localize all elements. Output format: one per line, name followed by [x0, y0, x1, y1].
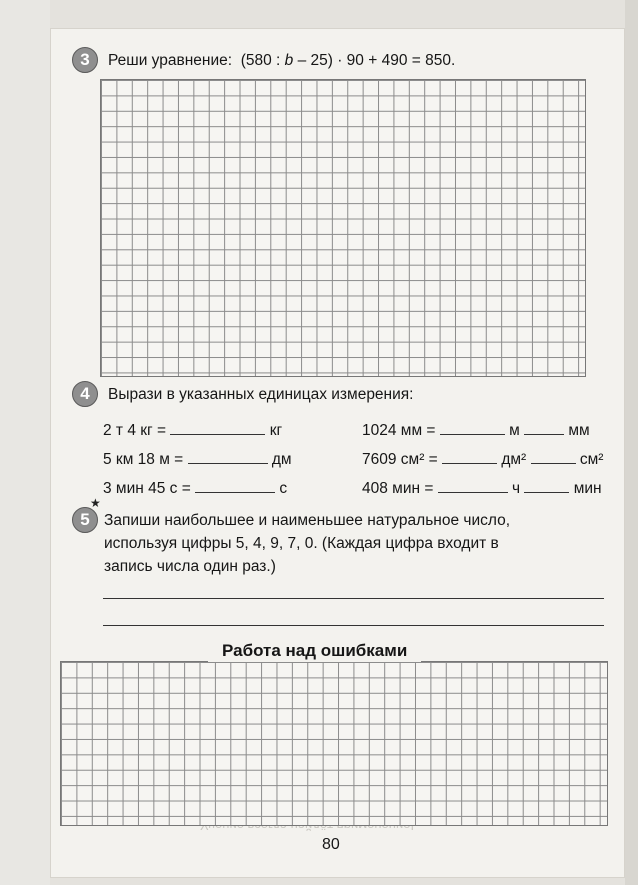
task-3-instruction: Реши уравнение: — [108, 52, 233, 69]
task-5-line-3: запись числа один раз.) — [104, 558, 276, 575]
task-3-text — [108, 52, 455, 70]
task-4-row-2-left-expr: 5 км 18 м = — [103, 451, 184, 468]
task-4-row-3-right-blank-2[interactable] — [524, 478, 569, 493]
errors-heading: Работа над ошибками — [208, 640, 421, 662]
task-4-row-2-left-blank[interactable] — [188, 449, 268, 464]
task-3-number: 3 — [72, 47, 98, 73]
task-4-row-1-left — [103, 420, 282, 440]
task-4-row-1-right-expr: 1024 мм = — [362, 422, 436, 439]
task-4-row-3-right — [362, 478, 602, 498]
task-5-line-1: Запиши наибольшее и наименьшее натуральное число, — [104, 512, 511, 529]
task-4-row-1-left-blank[interactable] — [170, 420, 265, 435]
errors-grid[interactable] — [60, 661, 608, 826]
task-3-answer-grid[interactable] — [100, 79, 586, 377]
task-4-instruction: Вырази в указанных единицах измерения: — [108, 386, 414, 403]
task-4-row-1-right-unit-2: мм — [568, 422, 590, 439]
task-4-row-3-left-blank[interactable] — [195, 478, 275, 493]
page-number: 80 — [322, 836, 340, 853]
left-margin — [0, 0, 50, 885]
task-4-row-2-right-blank-1[interactable] — [442, 449, 497, 464]
task-4-row-1-right-blank-2[interactable] — [524, 420, 564, 435]
task-4-row-2-right-blank-2[interactable] — [531, 449, 576, 464]
task-4-row-3-right-blank-1[interactable] — [438, 478, 508, 493]
task-5-number: 5 — [72, 507, 98, 533]
task-4-row-1-left-unit: кг — [269, 422, 283, 439]
task-3-variable: b — [284, 52, 294, 69]
task-4-row-3-right-unit-2: мин — [573, 480, 602, 497]
right-page-edge — [625, 0, 638, 885]
task-4-row-3-left-unit: с — [279, 480, 288, 497]
task-5-answer-line-1[interactable] — [103, 598, 604, 599]
task-4-row-2-right-unit-2: см² — [579, 451, 604, 468]
task-4-row-3-right-unit-1: ч — [512, 480, 521, 497]
task-3-equation-post: – 25) · 90 + 490 = 850. — [293, 52, 456, 69]
task-5-star-icon: ★ — [90, 496, 101, 510]
task-4-number: 4 — [72, 381, 98, 407]
task-4-row-3-left — [103, 478, 287, 498]
task-4-row-1-left-expr: 2 т 4 кг = — [103, 422, 167, 439]
task-4-row-2-left-unit: дм — [271, 451, 292, 468]
task-4-row-3-right-expr: 408 мин = — [362, 480, 434, 497]
task-5-line-2: используя цифры 5, 4, 9, 7, 0. (Каждая цифра входит в — [104, 535, 499, 552]
task-4-row-1-right-unit-1: м — [509, 422, 520, 439]
task-4-row-1-right — [362, 420, 590, 440]
task-4-row-2-right — [362, 449, 603, 469]
task-4-row-3-left-expr: 3 мин 45 с = — [103, 480, 191, 497]
task-5-answer-line-2[interactable] — [103, 625, 604, 626]
task-3-equation-pre: (580 : — [240, 52, 285, 69]
task-4-row-2-right-expr: 7609 см² = — [362, 451, 438, 468]
task-4-row-1-right-blank-1[interactable] — [440, 420, 505, 435]
task-4-row-2-left — [103, 449, 292, 469]
task-4-row-2-right-unit-1: дм² — [501, 451, 527, 468]
